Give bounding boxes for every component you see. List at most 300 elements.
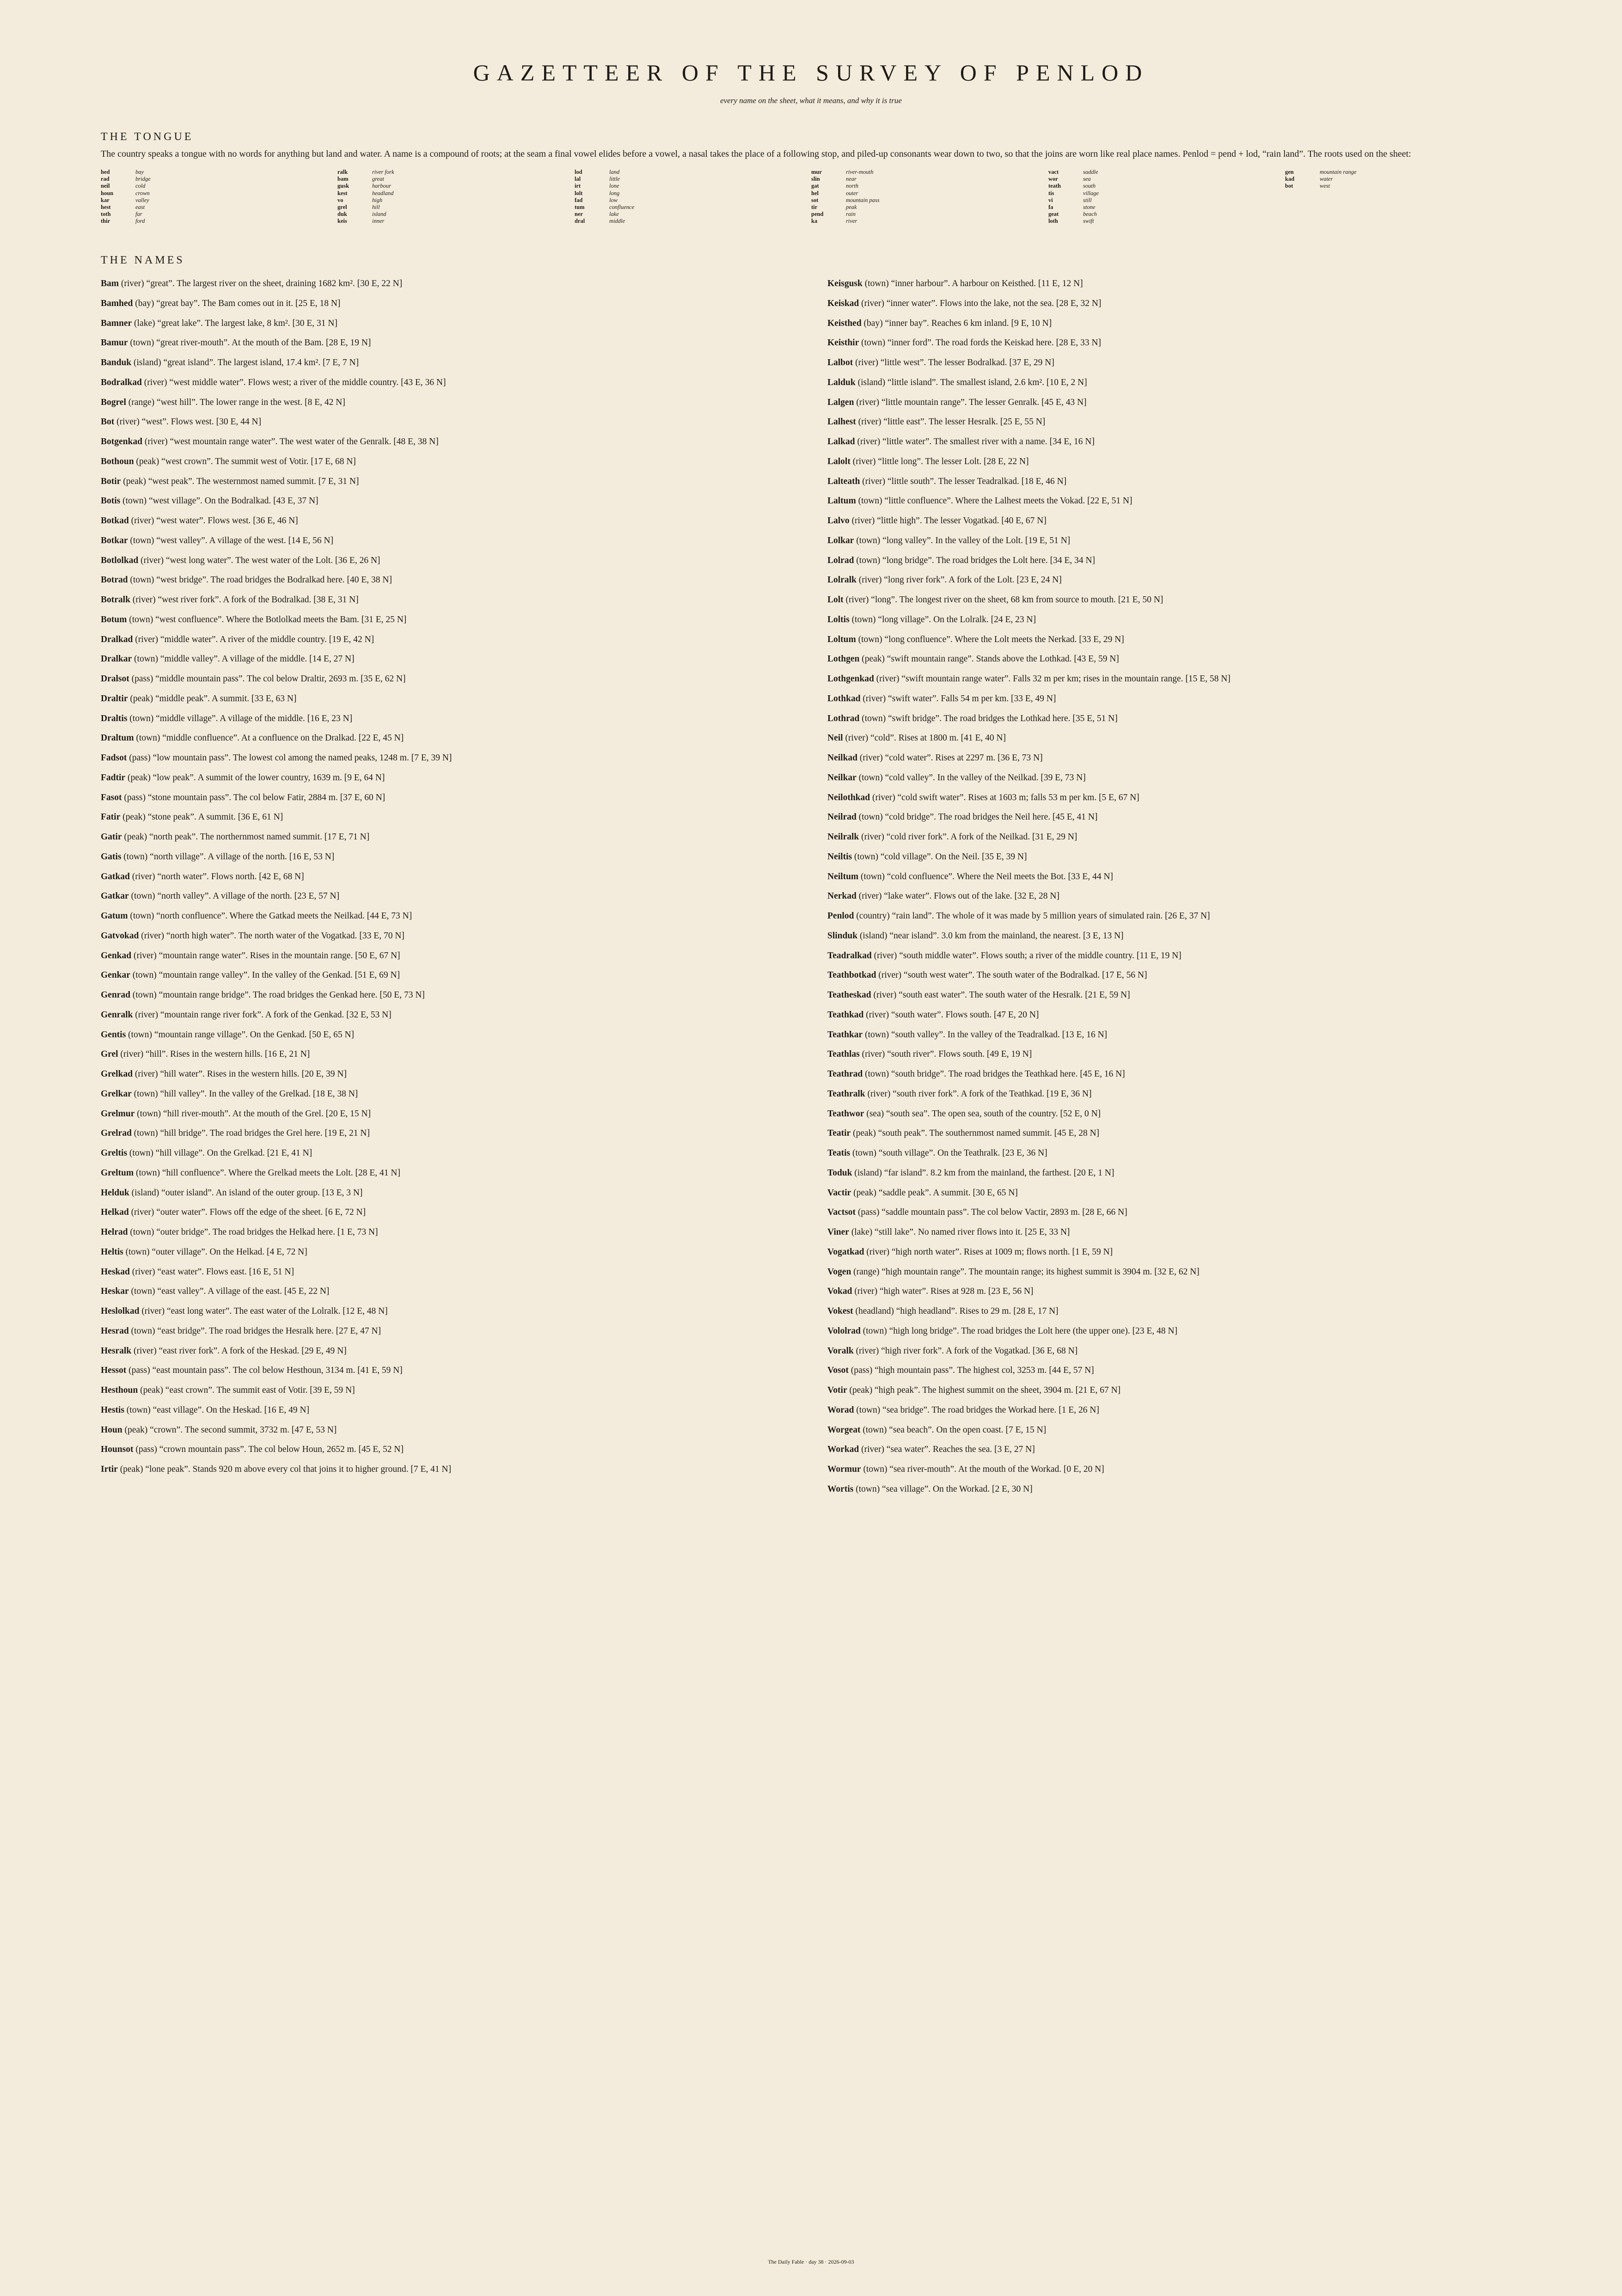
entry-text: (town) “outer bridge”. The road bridges the Helkad here. [1 E, 73 N] (130, 1227, 378, 1237)
gazetteer-entry (827, 353, 1549, 373)
gazetteer-entry (827, 610, 1549, 630)
names-column-left (101, 274, 822, 1480)
root-meaning: inner (372, 218, 385, 225)
entry-name: Vactir (827, 1188, 851, 1198)
root-word: teath (1048, 183, 1061, 190)
entry-text: (pass) “east mountain pass”. The col below Hesthoun, 3134 m. [41 E, 59 N] (129, 1365, 403, 1376)
entry-name: Genrad (101, 990, 130, 1000)
entry-name: Keiskad (827, 298, 859, 308)
gazetteer-entry (827, 1104, 1549, 1124)
entry-text: (headland) “high headland”. Rises to 29 m. [28 E, 17 N] (855, 1306, 1059, 1316)
root-meaning: river (846, 218, 857, 225)
gazetteer-entry (101, 314, 822, 334)
roots-column (337, 169, 559, 225)
gazetteer-entry (827, 1480, 1549, 1500)
gazetteer-entry (827, 294, 1549, 314)
entry-name: Viner (827, 1227, 849, 1237)
entry-name: Wormur (827, 1464, 861, 1474)
root-meaning: sea (1083, 176, 1091, 183)
gazetteer-entry (101, 472, 822, 492)
entry-name: Lalhest (827, 417, 856, 427)
entry-text: (pass) “saddle mountain pass”. The col below Vactir, 2893 m. [28 E, 66 N] (857, 1207, 1127, 1218)
gazetteer-entry (827, 669, 1549, 689)
entry-name: Fadsot (101, 753, 127, 763)
gazetteer-entry (827, 1262, 1549, 1282)
entry-text: (town) “sea bridge”. The road bridges the Workad here. [1 E, 26 N] (856, 1405, 1099, 1415)
entry-name: Genkar (101, 970, 130, 980)
gazetteer-entry (101, 452, 822, 472)
root-meaning: ford (135, 218, 145, 225)
entry-name: Botum (101, 614, 127, 625)
entry-text: (peak) “crown”. The second summit, 3732 m. [47 E, 53 N] (124, 1425, 337, 1435)
root-row (1048, 169, 1270, 176)
entry-text: (town) “cold bridge”. The road bridges the Neil here. [45 E, 41 N] (858, 812, 1098, 822)
entry-text: (river) “high north water”. Rises at 1009 m; flows north. [1 E, 59 N] (866, 1247, 1113, 1257)
entry-name: Bamner (101, 318, 132, 328)
root-word: tis (1048, 190, 1054, 196)
entry-name: Gatir (101, 832, 122, 842)
root-word: gat (811, 183, 819, 190)
gazetteer-entry (101, 1163, 822, 1183)
gazetteer-entry (101, 590, 822, 610)
entry-name: Neilrad (827, 812, 857, 822)
gazetteer-entry (827, 1302, 1549, 1322)
gazetteer-entry (101, 630, 822, 650)
root-meaning: east (135, 203, 145, 210)
entry-name: Helrad (101, 1227, 128, 1237)
entry-text: (island) “near island”. 3.0 km from the mainland, the nearest. [3 E, 13 N] (859, 931, 1124, 941)
entry-text: (town) “mountain range bridge”. The road bridges the Genkad here. [50 E, 73 N] (132, 990, 425, 1000)
entry-name: Houn (101, 1425, 122, 1435)
entry-text: (town) “hill valley”. In the valley of the Grelkad. [18 E, 38 N] (134, 1089, 358, 1099)
root-word: pend (811, 211, 824, 218)
root-meaning: mountain pass (846, 196, 880, 203)
root-word: bam (337, 176, 349, 183)
gazetteer-entry (827, 491, 1549, 511)
root-meaning: low (609, 196, 618, 203)
entry-text: (island) “far island”. 8.2 km from the mainland, the farthest. [20 E, 1 N] (854, 1168, 1114, 1178)
entry-text: (town) “west valley”. A village of the west. [14 E, 56 N] (130, 535, 334, 545)
entry-name: Toduk (827, 1168, 852, 1178)
entry-text: (peak) “west crown”. The summit west of Votir. [17 E, 68 N] (136, 456, 356, 466)
gazetteer-entry (827, 1223, 1549, 1243)
entry-name: Hesrad (101, 1326, 129, 1336)
gazetteer-entry (101, 393, 822, 413)
root-word: mur (811, 169, 822, 175)
entry-name: Hesralk (101, 1346, 132, 1356)
entry-name: Grelmur (101, 1108, 135, 1119)
entry-text: (town) “mountain range village”. On the Genkad. [50 E, 65 N] (128, 1029, 355, 1040)
gazetteer-entry (827, 1322, 1549, 1341)
entry-name: Neilothkad (827, 792, 870, 802)
gazetteer-entry (101, 867, 822, 887)
entry-name: Vokest (827, 1306, 853, 1316)
root-row (101, 183, 323, 190)
gazetteer-entry (101, 1183, 822, 1203)
root-row (1285, 183, 1507, 190)
entry-text: (town) “west bridge”. The road bridges the Bodralkad here. [40 E, 38 N] (130, 575, 392, 585)
entry-name: Heltis (101, 1247, 123, 1257)
roots-column (1048, 169, 1270, 225)
root-row (101, 176, 323, 183)
gazetteer-entry (827, 729, 1549, 748)
entry-text: (town) “hill confluence”. Where the Grelkad meets the Lolt. [28 E, 41 N] (136, 1168, 400, 1178)
entry-name: Loltis (827, 614, 850, 625)
entry-text: (town) “south valley”. In the valley of the Teadralkad. [13 E, 16 N] (865, 1029, 1108, 1040)
root-word: gusk (337, 183, 349, 190)
gazetteer-entry (101, 551, 822, 571)
gazetteer-entry (101, 926, 822, 946)
entry-name: Wortis (827, 1484, 854, 1494)
entry-name: Lothkad (827, 693, 861, 704)
root-word: hed (101, 169, 110, 175)
entry-text: (river) “west middle water”. Flows west; a river of the middle country. [43 E, 36 N] (144, 377, 446, 387)
entry-text: (river) “little mountain range”. The lesser Genralk. [45 E, 43 N] (856, 397, 1087, 407)
gazetteer-entry (827, 1401, 1549, 1420)
gazetteer-entry (101, 1203, 822, 1223)
entry-text: (town) “north valley”. A village of the north. [23 E, 57 N] (131, 891, 340, 901)
gazetteer-entry (827, 314, 1549, 334)
gazetteer-entry (827, 887, 1549, 906)
entry-name: Helduk (101, 1188, 129, 1198)
gazetteer-entry (827, 1203, 1549, 1223)
entry-name: Lalolt (827, 456, 851, 466)
entry-name: Teathbotkad (827, 970, 876, 980)
entry-text: (peak) “lone peak”. Stands 920 m above every col that joins it to higher ground. [7 E, 41 N] (120, 1464, 452, 1474)
root-row (337, 211, 559, 218)
gazetteer-entry (827, 274, 1549, 294)
root-row (575, 218, 796, 225)
gazetteer-entry (827, 452, 1549, 472)
entry-text: (river) “south middle water”. Flows south; a river of the middle country. [11 E, 19 N] (874, 950, 1181, 961)
entry-text: (river) “middle water”. A river of the middle country. [19 E, 42 N] (135, 634, 374, 644)
entry-name: Draltis (101, 713, 128, 723)
gazetteer-entry (101, 788, 822, 808)
entry-name: Botkad (101, 516, 129, 526)
root-word: ralk (337, 169, 348, 175)
gazetteer-entry (101, 373, 822, 393)
root-word: ka (811, 218, 818, 225)
entry-text: (town) “long valley”. In the valley of the Lolt. [19 E, 51 N] (856, 535, 1071, 545)
root-meaning: swift (1083, 218, 1094, 225)
entry-text: (town) “east valley”. A village of the east. [45 E, 22 N] (131, 1286, 330, 1297)
entry-text: (town) “long confluence”. Where the Lolt meets the Nerkad. [33 E, 29 N] (858, 634, 1124, 644)
entry-text: (town) “swift bridge”. The road bridges the Lothkad here. [35 E, 51 N] (862, 713, 1118, 723)
entry-text: (river) “lake water”. Flows out of the lake. [32 E, 28 N] (858, 891, 1059, 901)
entry-text: (peak) “middle peak”. A summit. [33 E, 63 N] (130, 693, 297, 704)
entry-name: Keisthed (827, 318, 862, 328)
entry-name: Greltum (101, 1168, 134, 1178)
names-column-right (827, 274, 1549, 1500)
entry-text: (town) “long bridge”. The road bridges the Lolt here. [34 E, 34 N] (856, 555, 1096, 565)
root-row (811, 176, 1033, 183)
root-row (811, 204, 1033, 211)
entry-text: (peak) “low peak”. A summit of the lower country, 1639 m. [9 E, 64 N] (127, 772, 385, 783)
root-word: ner (575, 211, 583, 218)
gazetteer-entry (827, 1183, 1549, 1203)
root-row (575, 204, 796, 211)
root-meaning: little (609, 176, 620, 183)
gazetteer-entry (827, 1361, 1549, 1381)
gazetteer-entry (827, 1163, 1549, 1183)
entry-name: Teatis (827, 1148, 851, 1158)
entry-text: (river) “east water”. Flows east. [16 E, 51 N] (132, 1267, 294, 1277)
entry-text: (river) “little high”. The lesser Vogatkad. [40 E, 67 N] (851, 516, 1047, 526)
gazetteer-entry (101, 1262, 822, 1282)
entry-name: Grelrad (101, 1128, 132, 1139)
entry-name: Botir (101, 476, 121, 486)
root-word: toth (101, 211, 111, 218)
gazetteer-entry (827, 333, 1549, 353)
entry-name: Hestis (101, 1405, 124, 1415)
entry-text: (river) “north water”. Flows north. [42 E, 68 N] (132, 871, 304, 882)
gazetteer-entry (101, 1420, 822, 1440)
gazetteer-entry (827, 748, 1549, 768)
entry-name: Vololrad (827, 1326, 861, 1336)
root-word: irt (575, 183, 581, 190)
root-word: tir (811, 203, 818, 210)
root-meaning: outer (846, 190, 858, 196)
gazetteer-entry (101, 570, 822, 590)
gazetteer-entry (101, 1341, 822, 1361)
entry-name: Bamhed (101, 298, 133, 308)
root-meaning: rain (846, 211, 856, 218)
root-row (1048, 183, 1270, 190)
gazetteer-entry (101, 768, 822, 788)
gazetteer-entry (101, 1065, 822, 1084)
entry-name: Keisthir (827, 338, 859, 348)
entry-name: Irtir (101, 1464, 118, 1474)
gazetteer-entry (827, 788, 1549, 808)
entry-text: (town) “west village”. On the Bodralkad. [43 E, 37 N] (122, 496, 318, 506)
root-row (101, 211, 323, 218)
root-row (1048, 211, 1270, 218)
entry-text: (river) “high water”. Rises at 928 m. [23 E, 56 N] (854, 1286, 1034, 1297)
root-row (101, 190, 323, 197)
root-word: hest (101, 203, 111, 210)
root-word: vi (1048, 196, 1053, 203)
entry-name: Botlolkad (101, 555, 139, 565)
entry-text: (river) “east river fork”. A fork of the Heskad. [29 E, 49 N] (133, 1346, 347, 1356)
gazetteer-entry (827, 551, 1549, 571)
root-row (1048, 218, 1270, 225)
entry-name: Grelkar (101, 1089, 132, 1099)
entry-name: Teatir (827, 1128, 851, 1139)
root-row (575, 183, 796, 190)
gazetteer-entry (101, 1084, 822, 1104)
entry-name: Slinduk (827, 931, 858, 941)
entry-text: (town) “sea beach”. On the open coast. [7 E, 15 N] (863, 1425, 1047, 1435)
gazetteer-entry (827, 1084, 1549, 1104)
gazetteer-entry (101, 1045, 822, 1065)
root-word: grel (337, 203, 347, 210)
root-row (101, 197, 323, 204)
root-meaning: stone (1083, 203, 1096, 210)
gazetteer-entry (101, 946, 822, 966)
entry-text: (river) “south river fork”. A fork of the Teathkad. [19 E, 36 N] (867, 1089, 1092, 1099)
entry-text: (river) “long”. The longest river on the sheet, 68 km from source to mouth. [21 E, 50 N] (845, 595, 1163, 605)
gazetteer-entry (827, 847, 1549, 867)
gazetteer-entry (827, 827, 1549, 847)
entry-text: (pass) “high mountain pass”. The highest col, 3253 m. [44 E, 57 N] (851, 1365, 1094, 1376)
entry-name: Heslolkad (101, 1306, 140, 1316)
root-meaning: crown (135, 190, 150, 196)
root-meaning: harbour (372, 183, 391, 190)
gazetteer-entry (827, 1005, 1549, 1025)
root-word: kest (337, 190, 348, 196)
entry-text: (town) “hill bridge”. The road bridges the Grel here. [19 E, 21 N] (134, 1128, 370, 1139)
gazetteer-entry (827, 1243, 1549, 1262)
gazetteer-entry (827, 1420, 1549, 1440)
entry-name: Bothoun (101, 456, 134, 466)
entry-name: Botgenkad (101, 437, 142, 447)
entry-text: (town) “great river-mouth”. At the mouth of the Bam. [28 E, 19 N] (130, 338, 371, 348)
gazetteer-entry (101, 610, 822, 630)
entry-name: Lalteath (827, 476, 860, 486)
gazetteer-entry (827, 946, 1549, 966)
entry-name: Teathralk (827, 1089, 865, 1099)
entry-text: (bay) “inner bay”. Reaches 6 km inland. [9 E, 10 N] (863, 318, 1052, 328)
entry-name: Genkad (101, 950, 132, 961)
entry-text: (river) “inner water”. Flows into the lake, not the sea. [28 E, 32 N] (861, 298, 1102, 308)
root-word: hel (811, 190, 819, 196)
entry-name: Botkar (101, 535, 128, 545)
entry-name: Neilralk (827, 832, 859, 842)
entry-name: Teathkad (827, 1010, 864, 1020)
root-meaning: near (846, 176, 857, 183)
entry-text: (peak) “swift mountain range”. Stands above the Lothkad. [43 E, 59 N] (862, 654, 1119, 664)
entry-text: (town) “east village”. On the Heskad. [16 E, 49 N] (126, 1405, 310, 1415)
gazetteer-entry (827, 1341, 1549, 1361)
root-word: lolt (575, 190, 583, 196)
root-row (811, 197, 1033, 204)
entry-name: Fatir (101, 812, 121, 822)
entry-name: Grel (101, 1049, 118, 1059)
entry-name: Botralk (101, 595, 130, 605)
entry-name: Genralk (101, 1010, 133, 1020)
root-meaning: far (135, 211, 142, 218)
page-footer: The Daily Fable · day 38 · 2026-09-03 (768, 2259, 854, 2265)
entry-name: Vosot (827, 1365, 849, 1376)
gazetteer-entry (101, 294, 822, 314)
entry-name: Hessot (101, 1365, 127, 1376)
gazetteer-entry (101, 1104, 822, 1124)
gazetteer-entry (101, 1401, 822, 1420)
entry-text: (river) “great”. The largest river on the sheet, draining 1682 km². [30 E, 22 N] (121, 279, 403, 288)
entry-text: (island) “great island”. The largest island, 17.4 km². [7 E, 7 N] (134, 358, 359, 367)
entry-name: Votir (827, 1385, 847, 1395)
entry-text: (river) “south river”. Flows south. [49 E, 19 N] (862, 1049, 1032, 1059)
names-heading: THE NAMES (101, 254, 185, 266)
root-meaning: mountain range (1320, 169, 1357, 175)
gazetteer-entry (827, 906, 1549, 926)
entry-text: (town) “west confluence”. Where the Botlolkad meets the Bam. [31 E, 25 N] (129, 614, 407, 625)
entry-text: (range) “west hill”. The lower range in the west. [8 E, 42 N] (128, 397, 345, 407)
entry-text: (pass) “stone mountain pass”. The col below Fatir, 2884 m. [37 E, 60 N] (124, 792, 386, 802)
entry-name: Botrad (101, 575, 128, 585)
root-row (811, 211, 1033, 218)
entry-text: (town) “inner harbour”. A harbour on Keisthed. [11 E, 12 N] (864, 279, 1083, 288)
gazetteer-entry (101, 649, 822, 669)
entry-name: Neil (827, 733, 843, 743)
gazetteer-entry (101, 491, 822, 511)
root-row (811, 169, 1033, 176)
entry-text: (river) “long river fork”. A fork of the Lolt. [23 E, 24 N] (858, 575, 1062, 585)
gazetteer-entry (827, 590, 1549, 610)
entry-name: Lalduk (827, 377, 856, 387)
roots-column (101, 169, 323, 225)
entry-text: (peak) “west peak”. The westernmost named summit. [7 E, 31 N] (123, 476, 359, 486)
entry-text: (town) “hill river-mouth”. At the mouth of the Grel. [20 E, 15 N] (137, 1108, 371, 1119)
gazetteer-entry (101, 1124, 822, 1144)
gazetteer-entry (827, 709, 1549, 729)
entry-text: (river) “west river fork”. A fork of the Bodralkad. [38 E, 31 N] (132, 595, 359, 605)
entry-name: Vogen (827, 1267, 851, 1277)
entry-text: (sea) “south sea”. The open sea, south of the country. [52 E, 0 N] (866, 1108, 1101, 1119)
entry-text: (island) “outer island”. An island of the outer group. [13 E, 3 N] (131, 1188, 363, 1198)
entry-name: Teatheskad (827, 990, 871, 1000)
gazetteer-entry (827, 373, 1549, 393)
entry-text: (river) “high river fork”. A fork of the Vogatkad. [36 E, 68 N] (856, 1346, 1078, 1356)
root-word: kad (1285, 176, 1295, 183)
root-word: houn (101, 190, 114, 196)
root-row (811, 218, 1033, 225)
root-meaning: village (1083, 190, 1099, 196)
gazetteer-entry (827, 689, 1549, 709)
entry-name: Draltir (101, 693, 128, 704)
root-row (1048, 204, 1270, 211)
entry-name: Lolkar (827, 535, 854, 545)
entry-name: Lothrad (827, 713, 860, 723)
tongue-heading: THE TONGUE (101, 131, 194, 143)
entry-name: Loltum (827, 634, 856, 644)
entry-text: (river) “south west water”. The south water of the Bodralkad. [17 E, 56 N] (878, 970, 1147, 980)
entry-text: (town) “south bridge”. The road bridges the Teathkad here. [45 E, 16 N] (865, 1069, 1125, 1079)
root-meaning: water (1320, 176, 1333, 183)
entry-name: Worgeat (827, 1425, 861, 1435)
gazetteer-entry (827, 531, 1549, 551)
root-meaning: great (372, 176, 384, 183)
roots-column (575, 169, 796, 225)
gazetteer-entry (101, 887, 822, 906)
entry-text: (river) “south water”. Flows south. [47 E, 20 N] (866, 1010, 1039, 1020)
root-row (575, 190, 796, 197)
gazetteer-entry (827, 1144, 1549, 1163)
entry-text: (town) “hill village”. On the Grelkad. [21 E, 41 N] (129, 1148, 312, 1158)
gazetteer-entry (101, 1440, 822, 1460)
entry-text: (river) “cold water”. Rises at 2297 m. [36 E, 73 N] (859, 753, 1043, 763)
entry-name: Lalvo (827, 516, 850, 526)
root-word: duk (337, 211, 347, 218)
entry-name: Dralkad (101, 634, 133, 644)
root-meaning: land (609, 169, 620, 175)
entry-text: (town) “middle confluence”. At a confluence on the Dralkad. [22 E, 45 N] (136, 733, 404, 743)
gazetteer-entry (101, 1005, 822, 1025)
entry-text: (river) “cold”. Rises at 1800 m. [41 E, 40 N] (845, 733, 1006, 743)
root-meaning: still (1083, 196, 1092, 203)
gazetteer-entry (101, 748, 822, 768)
entry-name: Nerkad (827, 891, 857, 901)
gazetteer-entry (827, 768, 1549, 788)
gazetteer-entry (101, 511, 822, 531)
root-row (575, 211, 796, 218)
root-meaning: lake (609, 211, 619, 218)
entry-name: Greltis (101, 1148, 128, 1158)
entry-name: Penlod (827, 911, 854, 921)
gazetteer-entry (101, 412, 822, 432)
entry-name: Teathkar (827, 1029, 863, 1040)
entry-text: (river) “sea water”. Reaches the sea. [3 E, 27 N] (861, 1445, 1035, 1455)
